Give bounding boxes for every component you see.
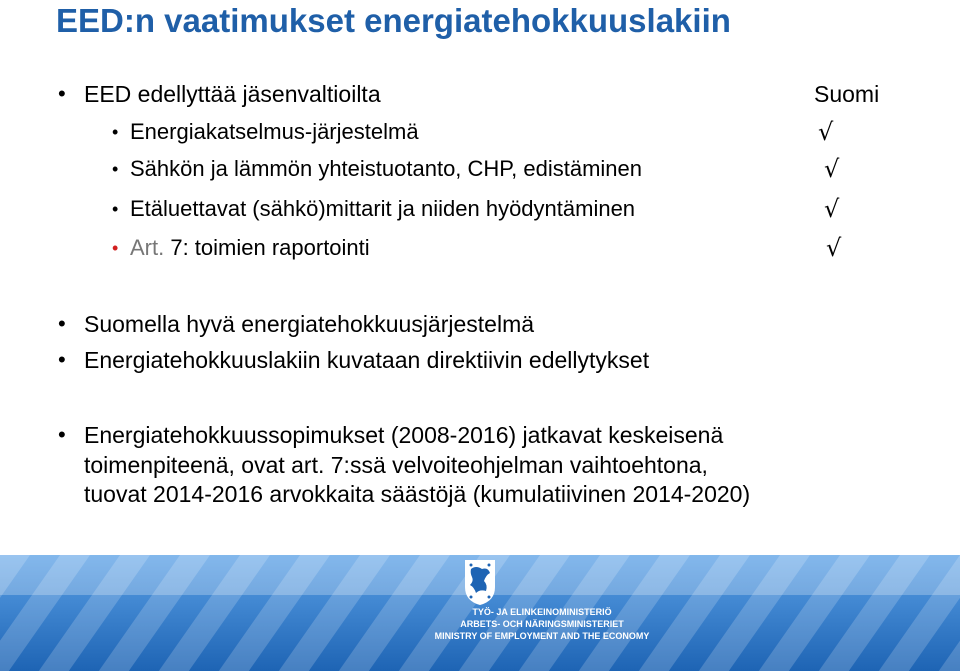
ministry-name-sv: ARBETS- OCH NÄRINGSMINISTERIET: [460, 619, 624, 629]
bullet-icon: •: [58, 81, 66, 106]
bullet-icon: •: [58, 422, 66, 447]
page-title: EED:n vaatimukset energiatehokkuuslakiin: [56, 2, 731, 39]
ministry-name-fi: TYÖ- JA ELINKEINOMINISTERIÖ: [472, 607, 612, 617]
check-mark-icon: √: [818, 118, 834, 146]
article-text: 7: toimien raportointi: [164, 235, 370, 260]
bullet-icon: •: [58, 347, 66, 372]
section3-line: Energiatehokkuussopimukset (2008-2016) jatkavat keskeisenä: [84, 422, 724, 448]
section2-item: Energiatehokkuuslakiin kuvataan direktiivin edellytykset: [84, 347, 650, 373]
bullet-icon: •: [58, 311, 66, 336]
section3-line: toimenpiteenä, ovat art. 7:ssä velvoiteohjelman vaihtoehtona,: [84, 452, 708, 478]
article-abbrev: Art.: [130, 235, 165, 260]
bullet-icon: •: [112, 122, 119, 142]
section1-item: [130, 234, 370, 262]
footer-banner: [0, 555, 960, 671]
section2-item: Suomella hyvä energiatehokkuusjärjestelmä: [84, 311, 535, 337]
check-mark-icon: √: [826, 234, 842, 262]
column-header-suomi: Suomi: [814, 81, 880, 107]
finnish-lion-coat-of-arms-icon: [462, 557, 498, 607]
section1-lead: EED edellyttää jäsenvaltioilta: [84, 81, 381, 107]
bullet-icon: •: [112, 159, 119, 179]
check-mark-icon: √: [824, 195, 840, 223]
section1-item: Etäluettavat (sähkö)mittarit ja niiden hyödyntäminen: [130, 196, 636, 221]
red-bullet-icon: •: [112, 238, 119, 258]
check-mark-icon: √: [824, 155, 840, 183]
bullet-icon: •: [112, 199, 119, 219]
section1-item: Sähkön ja lämmön yhteistuotanto, CHP, edistäminen: [130, 156, 642, 181]
section1-item: Energiakatselmus-järjestelmä: [130, 119, 419, 144]
section3-line: tuovat 2014-2016 arvokkaita säästöjä (kumulatiivinen 2014-2020): [84, 481, 751, 507]
ministry-name-en: MINISTRY OF EMPLOYMENT AND THE ECONOMY: [434, 631, 650, 641]
